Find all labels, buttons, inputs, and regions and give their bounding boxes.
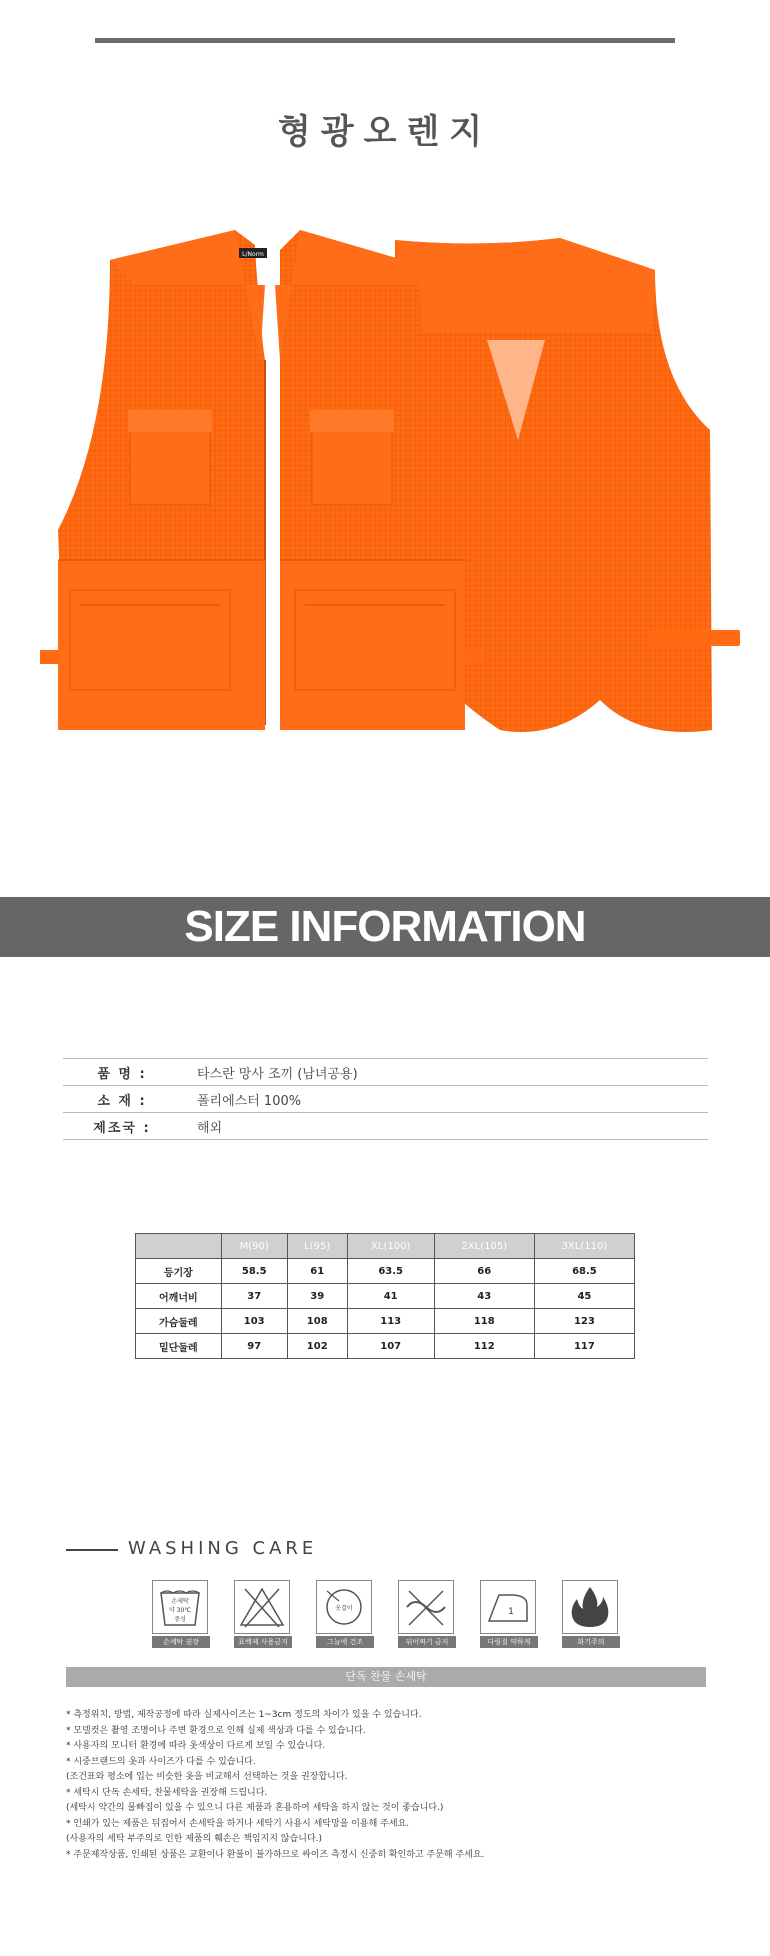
washing-care-title: WASHING CARE	[128, 1538, 318, 1559]
no-bleach-icon	[234, 1580, 290, 1634]
icon-label: 뒤어짜기 금지	[398, 1636, 456, 1648]
low-iron-item	[480, 1580, 538, 1650]
size-column-header: 3XL(110)	[534, 1234, 634, 1259]
table-cell: 37	[221, 1284, 287, 1309]
icon-label: 손세탁 권장	[152, 1636, 210, 1648]
icon-label: 화기주의	[562, 1636, 620, 1648]
table-cell: 123	[534, 1309, 634, 1334]
washing-care-rule	[66, 1549, 118, 1551]
table-cell: 108	[287, 1309, 347, 1334]
info-label: 제조국 :	[93, 1120, 151, 1136]
table-cell: 68.5	[534, 1259, 634, 1284]
svg-text:옷걸이: 옷걸이	[335, 1605, 353, 1612]
table-cell: 103	[221, 1309, 287, 1334]
table-cell: 118	[434, 1309, 534, 1334]
note-line: * 인쇄가 있는 제품은 뒤집어서 손세탁을 하거나 세탁기 사용시 세탁망을 이용해 주세요.	[66, 1818, 410, 1829]
size-chart-table	[135, 1233, 635, 1359]
size-chart-header-row	[136, 1234, 635, 1259]
table-row	[136, 1334, 635, 1359]
info-value: 타스란 망사 조끼 (남녀공용)	[197, 1066, 358, 1082]
table-cell: 45	[534, 1284, 634, 1309]
table-cell: 113	[347, 1309, 434, 1334]
note-line: * 세탁시 단독 손세탁, 찬물세탁을 권장해 드립니다.	[66, 1787, 268, 1798]
brand-logo: L/Norm	[242, 251, 264, 258]
note-line: * 사용자의 모니터 환경에 따라 옷색상이 다르게 보일 수 있습니다.	[66, 1741, 326, 1751]
product-info-table	[63, 1058, 708, 1140]
washing-summary-bar: 단독 찬물 손세탁	[66, 1667, 706, 1687]
table-cell: 58.5	[221, 1259, 287, 1284]
washing-icons	[152, 1580, 622, 1652]
row-label: 어깨너비	[136, 1284, 222, 1309]
top-divider	[95, 38, 675, 43]
note-line: (세탁시 약간의 물빠짐이 있을 수 있으니 다른 제품과 혼용하여 세탁을 하지 않는 것이 좋습니다.)	[66, 1803, 444, 1813]
vest-front	[40, 230, 485, 730]
size-column-header: 2XL(105)	[434, 1234, 534, 1259]
table-cell: 61	[287, 1259, 347, 1284]
table-cell: 43	[434, 1284, 534, 1309]
icon-label: 다림질 약하게	[480, 1636, 538, 1648]
table-cell: 41	[347, 1284, 434, 1309]
svg-text:중성: 중성	[174, 1616, 186, 1623]
care-notes	[66, 1708, 716, 1863]
table-cell: 102	[287, 1334, 347, 1359]
size-column-header: XL(100)	[347, 1234, 434, 1259]
table-row	[136, 1309, 635, 1334]
row-label: 가슴둘레	[136, 1309, 222, 1334]
icon-label: 그늘에 건조	[316, 1636, 374, 1648]
svg-text:손세탁: 손세탁	[171, 1598, 189, 1605]
size-column-header: L(95)	[287, 1234, 347, 1259]
table-row	[136, 1284, 635, 1309]
flammable-icon	[562, 1580, 618, 1634]
low-iron-icon	[480, 1580, 536, 1634]
note-line: (조건표와 평소에 입는 비슷한 옷을 비교해서 선택하는 것을 권장합니다.	[66, 1772, 348, 1782]
color-title: 형광오렌지	[277, 112, 493, 152]
note-line: * 시중브랜드의 옷과 사이즈가 다를 수 있습니다.	[66, 1756, 256, 1767]
info-row-material	[63, 1086, 708, 1113]
info-row-name	[63, 1059, 708, 1086]
vest-product-image	[0, 230, 770, 750]
svg-text:약 30℃: 약 30℃	[168, 1607, 192, 1614]
info-value: 해외	[197, 1120, 223, 1136]
note-line: * 주문제작상품, 인쇄된 상품은 교환이나 환불이 불가하므로 싸이즈 측정시 신중히 확인하고 주문해 주세요.	[66, 1849, 485, 1860]
shade-dry-icon	[316, 1580, 372, 1634]
size-column-header: M(90)	[221, 1234, 287, 1259]
table-cell: 66	[434, 1259, 534, 1284]
flammable-item	[562, 1580, 620, 1650]
info-value: 폴리에스터 100%	[197, 1093, 302, 1109]
note-line: * 모델컷은 촬영 조명이나 주변 환경으로 인해 실제 색상과 다를 수 있습니다.	[66, 1725, 366, 1736]
table-cell: 63.5	[347, 1259, 434, 1284]
info-label: 소 재 :	[97, 1093, 147, 1109]
no-wring-item	[398, 1580, 456, 1650]
icon-label: 표백제 사용금지	[234, 1636, 292, 1648]
table-cell: 107	[347, 1334, 434, 1359]
shade-dry-item	[316, 1580, 374, 1650]
info-row-origin	[63, 1113, 708, 1140]
hand-wash-item	[152, 1580, 210, 1650]
row-label: 밑단둘레	[136, 1334, 222, 1359]
svg-text:1: 1	[508, 1607, 514, 1617]
table-row	[136, 1259, 635, 1284]
size-chart-corner	[136, 1234, 222, 1259]
no-wring-icon	[398, 1580, 454, 1634]
table-cell: 39	[287, 1284, 347, 1309]
row-label: 등기장	[136, 1259, 222, 1284]
size-information-banner: SIZE INFORMATION	[0, 897, 770, 957]
note-line: * 측정위치, 방법, 제작공정에 따라 실제사이즈는 1~3cm 정도의 차이가 있을 수 있습니다.	[66, 1710, 422, 1720]
table-cell: 112	[434, 1334, 534, 1359]
note-line: (사용자의 세탁 부주의로 인한 제품의 훼손은 책임지지 않습니다.)	[66, 1834, 322, 1844]
table-cell: 117	[534, 1334, 634, 1359]
info-label: 품 명 :	[97, 1066, 147, 1082]
no-bleach-item	[234, 1580, 292, 1650]
hand-wash-icon	[152, 1580, 208, 1634]
table-cell: 97	[221, 1334, 287, 1359]
